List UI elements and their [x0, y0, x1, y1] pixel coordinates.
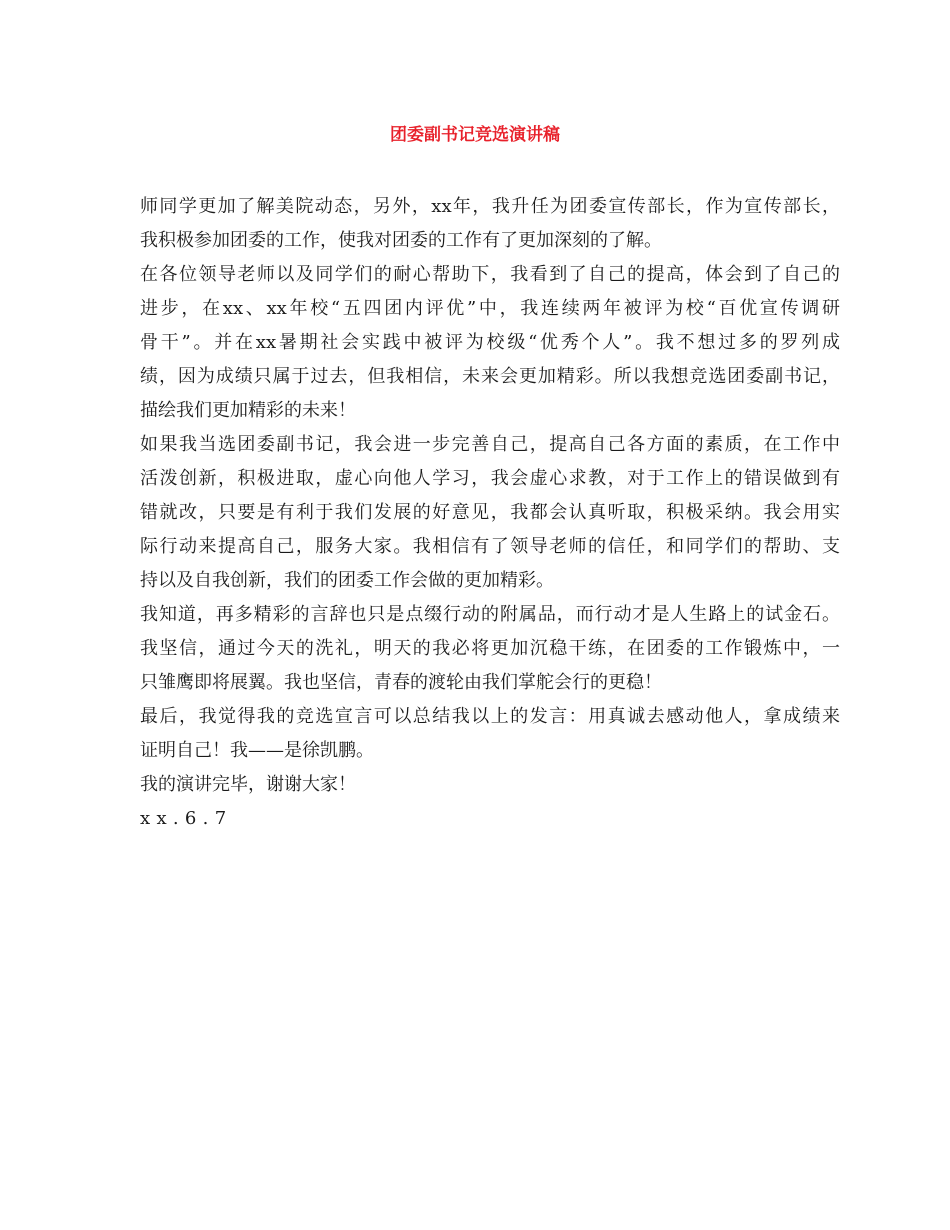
paragraph-line: 我的演讲完毕，谢谢大家！ — [140, 774, 356, 795]
paragraph-line: 如果我当选团委副书记，我会进一步完善自己，提高自己各方面的素质，在工作中 — [140, 434, 840, 455]
paragraph-line: 错就改，只要是有利于我们发展的好意见，我都会认真听取，积极采纳。我会用实 — [140, 502, 840, 523]
document-title: 团委副书记竞选演讲稿 — [390, 125, 560, 145]
paragraph-line: 持以及自我创新，我们的团委工作会做的更加精彩。 — [140, 570, 554, 591]
paragraph-line: 我坚信，通过今天的洗礼，明天的我必将更加沉稳干练，在团委的工作锻炼中，一 — [140, 638, 840, 659]
paragraph-line: 际行动来提高自己，服务大家。我相信有了领导老师的信任，和同学们的帮助、支 — [140, 536, 840, 557]
paragraph-line: 在各位领导老师以及同学们的耐心帮助下，我看到了自己的提高，体会到了自己的 — [140, 264, 840, 285]
paragraph-line: 我知道，再多精彩的言辞也只是点缀行动的附属品，而行动才是人生路上的试金石。 — [140, 604, 840, 625]
document-body — [140, 190, 840, 836]
paragraph-line: 骨干”。并在xx暑期社会实践中被评为校级“优秀个人”。我不想过多的罗列成 — [140, 332, 840, 353]
paragraph-line: 只雏鹰即将展翼。我也坚信，青春的渡轮由我们掌舵会行的更稳！ — [140, 672, 662, 693]
paragraph-line: 进步，在xx、xx年校“五四团内评优”中，我连续两年被评为校“百优宣传调研 — [140, 298, 840, 319]
paragraph-line: 最后，我觉得我的竞选宣言可以总结我以上的发言：用真诚去感动他人，拿成绩来 — [140, 706, 840, 727]
paragraph-line: 证明自己！我——是徐凯鹏。 — [140, 740, 374, 761]
paragraph-line: 我积极参加团委的工作，使我对团委的工作有了更加深刻的了解。 — [140, 230, 662, 251]
paragraph-line: 师同学更加了解美院动态，另外，xx年，我升任为团委宣传部长，作为宣传部长， — [140, 196, 840, 217]
paragraph-line: 活泼创新，积极进取，虚心向他人学习，我会虚心求教，对于工作上的错误做到有 — [140, 468, 840, 489]
paragraph-line: 描绘我们更加精彩的未来！ — [140, 400, 356, 421]
date-signature: xx.6.7 — [140, 808, 233, 829]
paragraph-line: 绩，因为成绩只属于过去，但我相信，未来会更加精彩。所以我想竞选团委副书记， — [140, 366, 840, 387]
